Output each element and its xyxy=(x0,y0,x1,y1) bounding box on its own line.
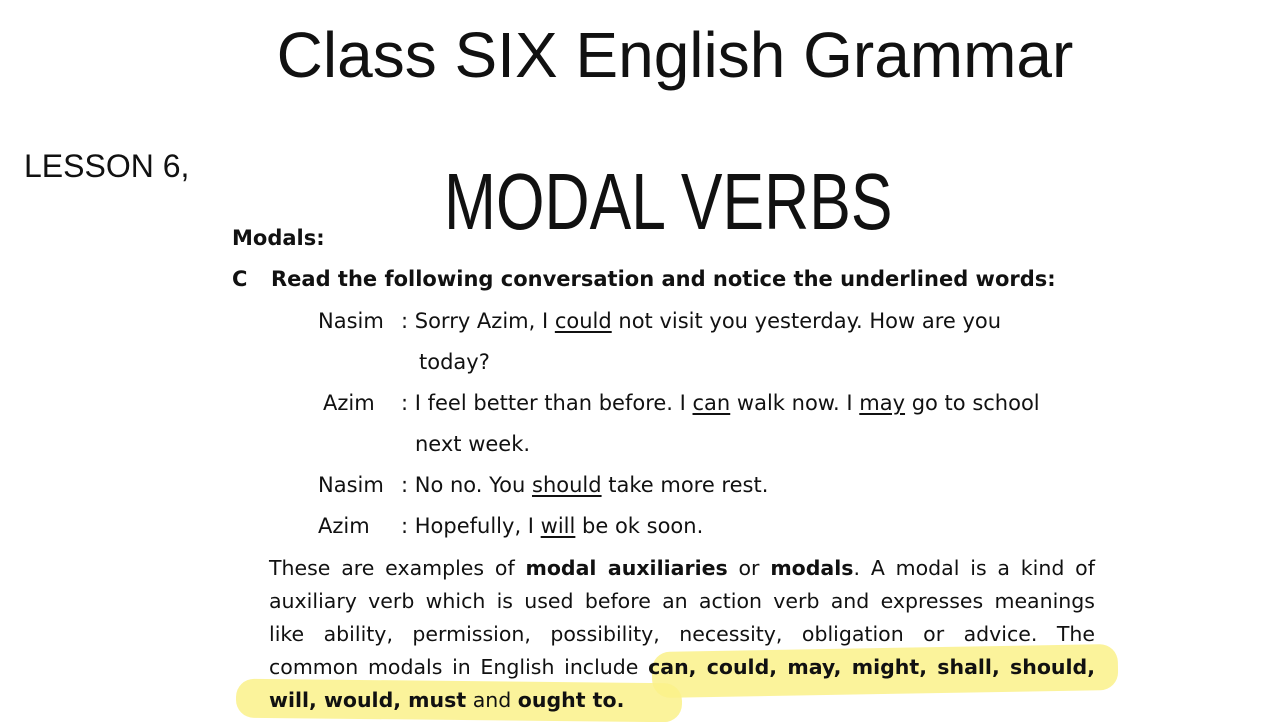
paragraph-line: will, would, must and ought to. xyxy=(269,688,625,712)
lesson-label: LESSON 6, xyxy=(24,148,190,184)
dialogue-line: : Hopefully, I will be ok soon. xyxy=(401,514,704,538)
topic-title: MODAL VERBS xyxy=(444,157,893,246)
exercise-letter: C xyxy=(232,267,248,291)
dialogue-continuation: today? xyxy=(419,350,490,374)
exercise-instruction: Read the following conversation and notice the underlined words: xyxy=(271,267,1056,291)
dialogue-speaker: Nasim xyxy=(318,473,384,497)
paragraph-line: auxiliary verb which is used before an action verb and expresses meanings xyxy=(269,589,1095,613)
dialogue-speaker: Azim xyxy=(323,391,375,415)
paragraph-line: common modals in English include can, could, may, might, shall, should, xyxy=(269,655,1095,679)
dialogue-speaker: Nasim xyxy=(318,309,384,333)
dialogue-line: : I feel better than before. I can walk now. I may go to school xyxy=(401,391,1040,415)
underlined-modal: will xyxy=(540,514,576,538)
explanation-paragraph xyxy=(269,552,1095,717)
underlined-modal: should xyxy=(532,473,602,497)
section-heading: Modals: xyxy=(232,226,325,250)
underlined-modal: could xyxy=(554,309,612,333)
dialogue-line: : Sorry Azim, I could not visit you yesterday. How are you xyxy=(401,309,1002,333)
dialogue-speaker: Azim xyxy=(318,514,370,538)
underlined-modal: can xyxy=(692,391,731,415)
underlined-modal: may xyxy=(859,391,906,415)
dialogue-continuation: next week. xyxy=(415,432,531,456)
paragraph-line: like ability, permission, possibility, necessity, obligation or advice. The xyxy=(269,622,1095,646)
page-title: Class SIX English Grammar xyxy=(276,19,1074,91)
paragraph-line: These are examples of modal auxiliaries or modals. A modal is a kind of xyxy=(269,556,1095,580)
dialogue-line: : No no. You should take more rest. xyxy=(401,473,769,497)
